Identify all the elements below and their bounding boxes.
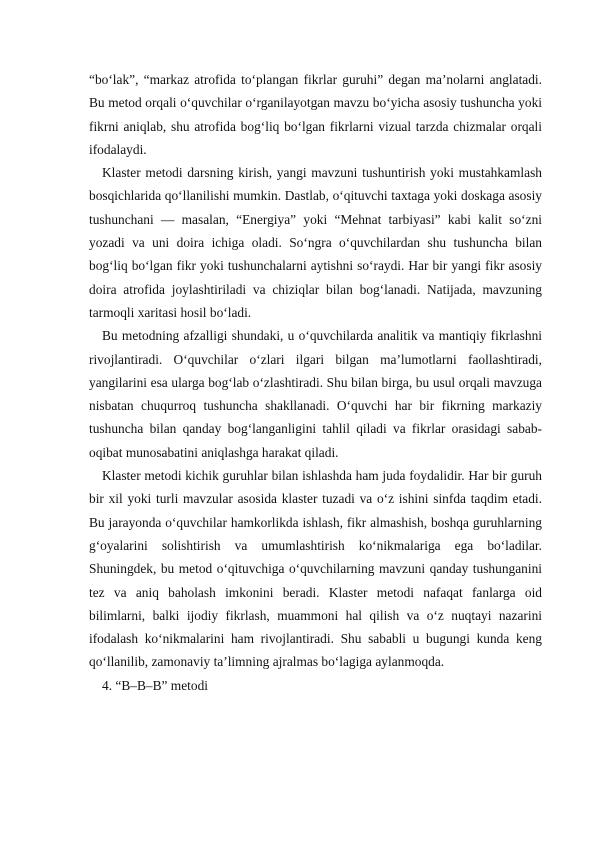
paragraph-3: Bu metodning afzalligi shundaki, u o‘quvchilarda analitik va mantiqiy fikrlashni rivojlantiradi. O‘quvchilar o‘zlari ilgari bilgan ma’lumotlarni faollashtiradi, yangilarini esa ularga bog‘lab o‘zlashtiradi. Shu bilan birga, bu usul orqali mavzuga nisbatan chuqurroq tushuncha shakllanadi. O‘quvchi har bir fikrning markaziy tushuncha bilan qanday bog‘langanligini tahlil qiladi va fikrlar orasidagi sabab-oqibat munosabatini aniqlashga harakat qiladi.	[89, 328, 542, 460]
paragraph-4: Klaster metodi kichik guruhlar bilan ishlashda ham juda foydalidir. Har bir guruh bir xil yoki turli mavzular asosida klaster tuzadi va o‘z ishini sinfda taqdim etadi. Bu jarayonda o‘quvchilar hamkorlikda ishlash, fikr almashish, boshqa guruhlarning g‘oyalarini solishtirish va umumlashtirish ko‘nikmalariga ega bo‘ladilar. Shuningdek, bu metod o‘qituvchiga o‘quvchilarning mavzuni qanday tushunganini tez va aniq baholash imkonini beradi. Klaster metodi nafaqat fanlarga oid bilimlarni, balki ijodiy fikrlash, muammoni hal qilish va o‘z nuqtayi nazarini ifodalash ko‘nikmalarini ham rivojlantiradi. Shu sababli u bugungi kunda keng qo‘llanilib, zamonaviy ta’limning ajralmas bo‘lagiga aylanmoqda.	[89, 468, 542, 670]
section-heading: 4. “B–B–B” metodi	[102, 677, 209, 693]
paragraph-1: “bo‘lak”, “markaz atrofida to‘plangan fikrlar guruhi” degan ma’nolarni anglatadi. Bu metod orqali o‘quvchilar o‘rganilayotgan mavzu bo‘yicha asosiy tushuncha yoki fikrni aniqlab, shu atrofida bog‘liq bo‘lgan fikrlarni vizual tarzda chizmalar orqali ifodalaydi.	[89, 72, 542, 157]
document-page	[89, 68, 542, 697]
paragraph-2: Klaster metodi darsning kirish, yangi mavzuni tushuntirish yoki mustahkamlash bosqichlarida qo‘llanilishi mumkin. Dastlab, o‘qituvchi taxtaga yoki doskaga asosiy tushunchani — masalan, “Energiya” yoki “Mehnat tarbiyasi” kabi kalit so‘zni yozadi va uni doira ichiga oladi. So‘ngra o‘quvchilardan shu tushuncha bilan bog‘liq bo‘lgan fikr yoki tushunchalarni aytishni so‘raydi. Har bir yangi fikr asosiy doira atrofida joylashtiriladi va chiziqlar bilan bog‘lanadi. Natijada, mavzuning tarmoqli xaritasi hosil bo‘ladi.	[89, 165, 542, 320]
